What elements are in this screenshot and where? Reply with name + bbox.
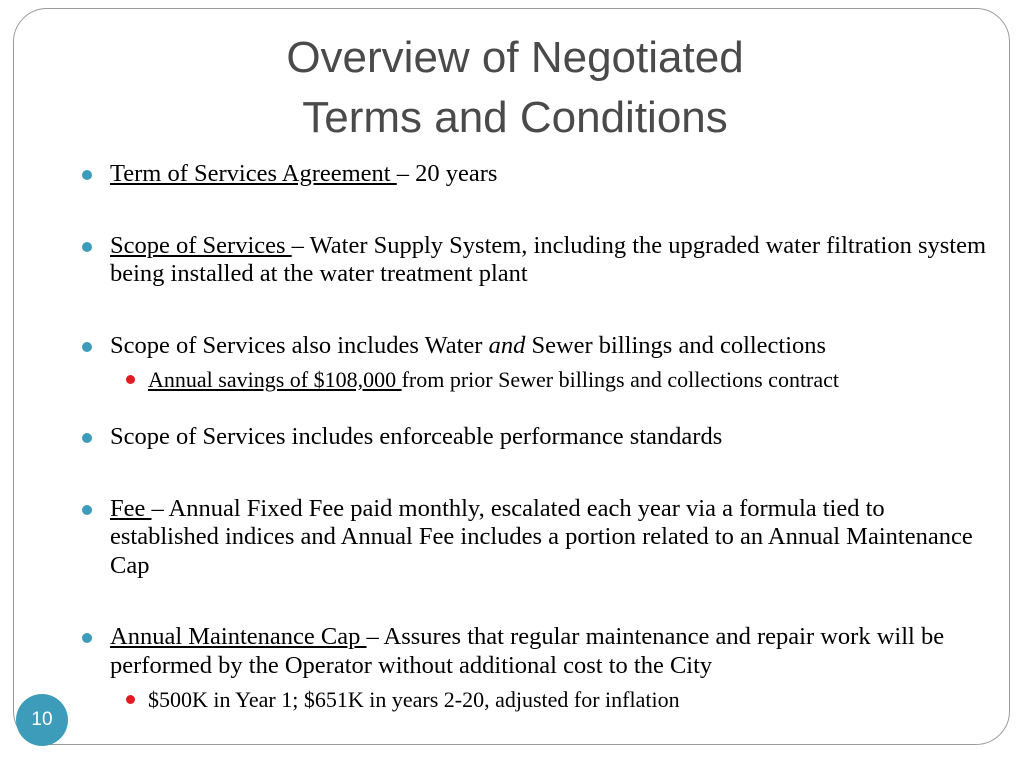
bullet-item-water-and-sewer-billings [70, 332, 995, 394]
slide-body [70, 160, 995, 713]
sub-bullet-dot-icon [126, 695, 135, 704]
bullet-3-text-pre: Scope of Services also includes Water [110, 331, 489, 359]
bullet-2-underlined-label: Scope of Services [110, 231, 292, 259]
bullet-6-text: – Assures that regular maintenance and repair work will be performed by the Operator without additional cost to the City [110, 623, 945, 679]
bullet-dot-icon [82, 633, 92, 643]
bullet-6-underlined-label: Annual Maintenance Cap [110, 623, 367, 650]
bullet-dot-icon [82, 242, 92, 252]
slide-number-label: 10 [31, 709, 53, 730]
bullet-item-fee [70, 495, 995, 581]
bullet-2-text: – Water Supply System, including the upgraded water filtration system being installed at the water treatment plant [110, 231, 987, 287]
bullet-3-emphasis: and [488, 331, 526, 359]
bullet-3-text-post: Sewer billings and collections [525, 331, 827, 359]
sub-bullet-1-underlined-label: Annual savings of $108,000 [148, 367, 402, 392]
bullet-item-scope-of-services [70, 232, 995, 289]
sub-bullet-2-text: $500K in Year 1; $651K in years 2-20, adjusted for inflation [148, 687, 680, 712]
title-line-2: Terms and Conditions [302, 93, 728, 142]
sub-bullet-list [110, 366, 995, 393]
sub-bullet-list [110, 686, 995, 713]
bullet-4-text: Scope of Services includes enforceable performance standards [110, 423, 723, 450]
page-title [70, 28, 960, 148]
bullet-1-text: – 20 years [396, 160, 498, 187]
bullet-dot-icon [82, 433, 92, 443]
bullet-5-underlined-label: Fee [110, 494, 152, 522]
sub-bullet-1-text: from prior Sewer billings and collections contract [401, 367, 840, 392]
bullet-list [70, 160, 995, 713]
bullet-item-annual-maintenance-cap [70, 623, 995, 713]
bullet-1-underlined-label: Term of Services Agreement [110, 160, 397, 187]
bullet-dot-icon [82, 170, 92, 180]
bullet-dot-icon [82, 342, 92, 352]
bullet-item-performance-standards [70, 423, 995, 452]
bullet-dot-icon [82, 505, 92, 515]
bullet-5-text: – Annual Fixed Fee paid monthly, escalated each year via a formula tied to established indices and Annual Fee includes a portion related to an Annual Maintenance Cap [110, 494, 973, 579]
slide-number-badge [16, 694, 68, 746]
sub-bullet-item-annual-savings [110, 366, 995, 393]
sub-bullet-dot-icon [126, 375, 135, 384]
sub-bullet-item-maintenance-cap-amounts [110, 686, 995, 713]
title-line-1: Overview of Negotiated [286, 33, 744, 82]
bullet-item-term-of-services-agreement [70, 160, 995, 189]
